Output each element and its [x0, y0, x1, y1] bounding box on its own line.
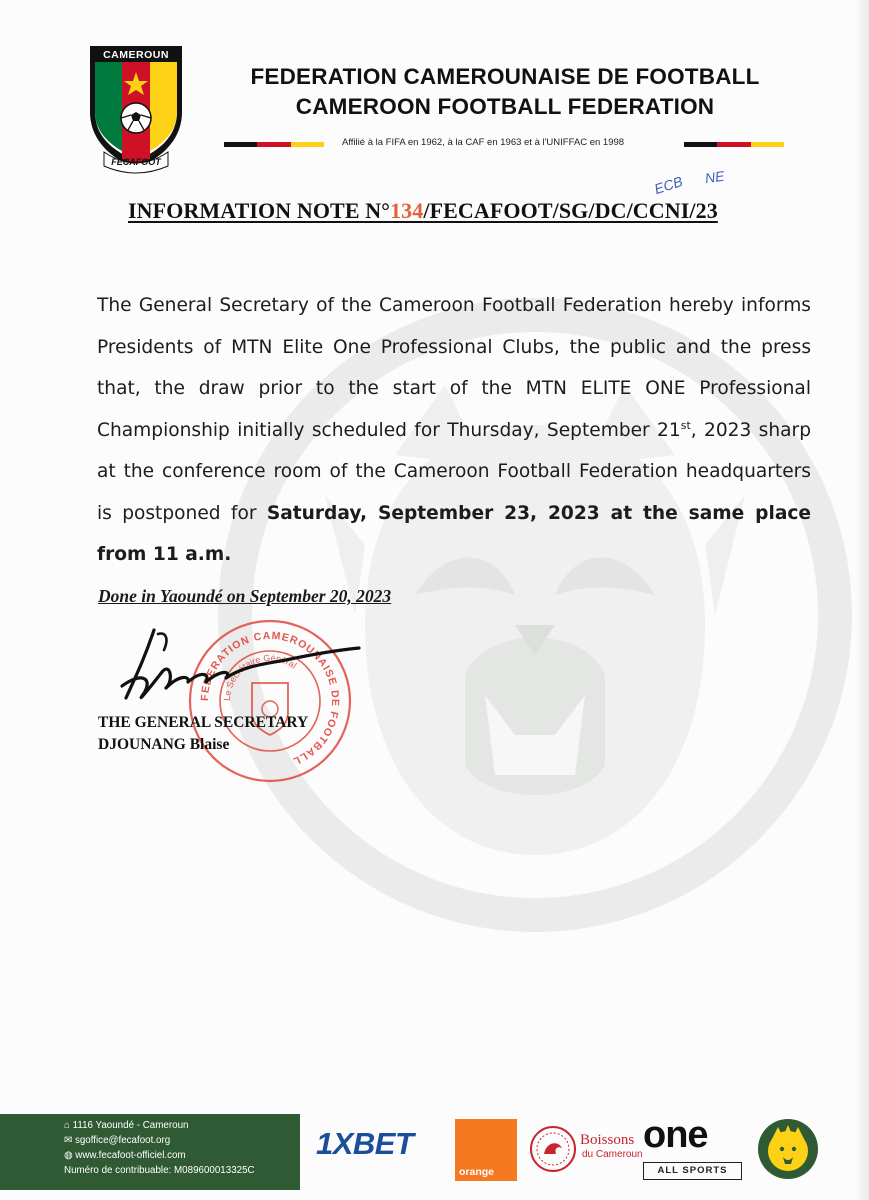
crest-top-text: CAMEROUN: [103, 49, 169, 61]
flag-stripes-left: [224, 142, 324, 147]
note-title-suffix: /FECAFOOT/SG/DC/CCNI/23: [423, 198, 718, 223]
handwritten-initials-2: NE: [703, 167, 726, 187]
flag-stripes-right: [684, 142, 784, 147]
sponsor-1xbet: 1XBET: [316, 1126, 414, 1161]
orange-label: orange: [459, 1166, 495, 1178]
stamp-inner-text: Le Secrétaire Général: [221, 652, 299, 702]
footer-address-line: [64, 1120, 188, 1131]
sponsor-allsports: ALL SPORTS: [643, 1162, 742, 1180]
globe-icon: ◍: [64, 1150, 76, 1161]
note-body: [97, 285, 811, 576]
note-title: [128, 198, 718, 224]
lion-icon: [756, 1117, 820, 1181]
sponsor-one: one: [643, 1114, 708, 1156]
body-part-2: , 2023 sharp at the conference room of the Cameroon Football Federation headquarters is postponed for: [97, 419, 811, 524]
signatory-name: DJOUNANG Blaise: [98, 736, 230, 753]
email-icon: ✉: [64, 1135, 75, 1146]
sponsor-boissons-sub: du Cameroun: [582, 1149, 643, 1160]
footer-website-line: [64, 1150, 186, 1161]
signatory-block: [98, 712, 308, 756]
stamp-outer-text: FEDERATION CAMEROUNAISE DE FOOTBALL: [198, 629, 342, 768]
body-bold-date: Saturday, September 23, 2023 at the same place from 11 a.m.: [97, 502, 812, 565]
note-title-prefix: INFORMATION NOTE N°: [128, 198, 391, 223]
note-number: 134: [390, 198, 424, 223]
affiliation-text: Affilié à la FIFA en 1962, à la CAF en 1963 et à l'UNIFFAC en 1998: [342, 137, 625, 148]
done-in-line: Done in Yaoundé on September 20, 2023: [98, 586, 392, 606]
sponsor-orange: [455, 1119, 517, 1181]
footer-address: 1116 Yaoundé - Cameroun: [72, 1120, 189, 1131]
page-edge-shadow: [855, 0, 869, 1200]
title-french: FEDERATION CAMEROUNAISE DE FOOTBALL: [250, 64, 760, 89]
body-superscript: st: [680, 418, 691, 432]
title-english: CAMEROON FOOTBALL FEDERATION: [295, 94, 715, 119]
footer-email-line: [64, 1135, 170, 1146]
footer-website: www.fecafoot-officiel.com: [75, 1150, 186, 1161]
signatory-role: THE GENERAL SECRETARY: [98, 714, 309, 731]
federation-title: [200, 62, 810, 122]
crest-bottom-text: FECAFOOT: [111, 157, 161, 167]
affiliation-row: [224, 136, 784, 150]
footer-contact-panel: [0, 1114, 300, 1190]
footer-taxpayer: Numéro de contribuable: M089600013325C: [64, 1165, 255, 1176]
boissons-logo: [528, 1124, 578, 1174]
footer-email: sgoffice@fecafoot.org: [74, 1135, 171, 1146]
body-part-1: The General Secretary of the Cameroon Football Federation hereby informs Presidents of MTN Elite One Professional Clubs, the public and the press that, the draw prior to the start of the MTN ELITE ONE Professional Championship initially scheduled for Thursday, September 21: [97, 295, 811, 441]
handwritten-signature: [114, 620, 364, 710]
home-icon: ⌂: [64, 1120, 73, 1131]
fecafoot-crest: [86, 42, 186, 174]
handwritten-initials-1: ECB: [652, 172, 685, 198]
sponsor-boissons: Boissons: [580, 1132, 635, 1148]
